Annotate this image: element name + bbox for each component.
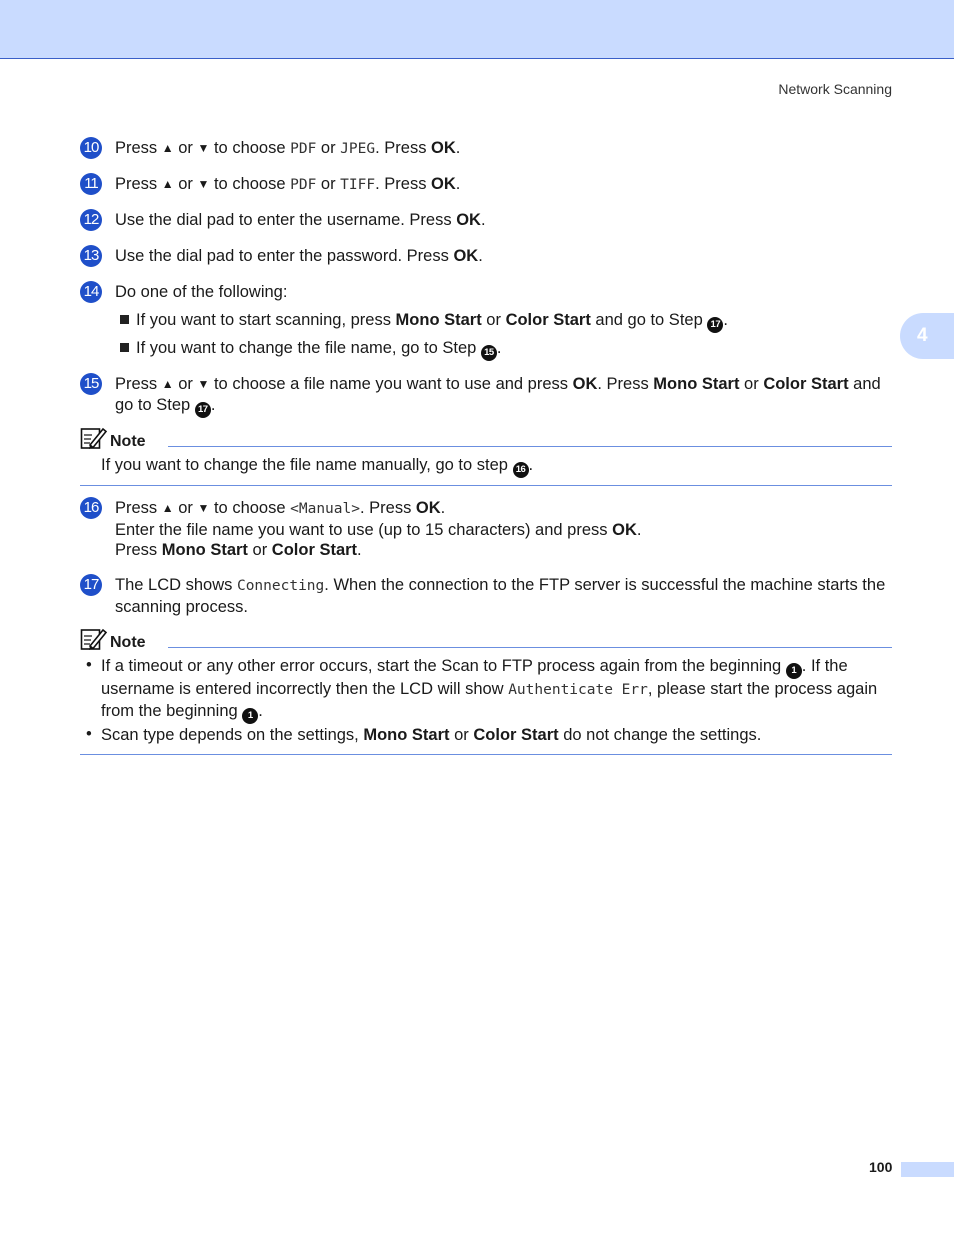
step-number: 10 bbox=[80, 137, 102, 159]
step-10 bbox=[80, 138, 892, 160]
step-number: 16 bbox=[80, 497, 102, 519]
note-pencil-icon bbox=[80, 627, 107, 651]
bullet-dot: • bbox=[86, 656, 92, 674]
down-arrow-icon: ▼ bbox=[197, 377, 210, 391]
bullet-dot: • bbox=[86, 725, 92, 743]
page-number: 100 bbox=[869, 1159, 893, 1175]
square-bullet-icon bbox=[120, 343, 129, 352]
step-ref-badge: 1 bbox=[786, 663, 802, 679]
header-band bbox=[0, 0, 954, 59]
sub-item: If you want to change the file name, go to Step 15 . bbox=[120, 338, 501, 361]
step-ref-badge: 15 bbox=[481, 345, 497, 361]
down-arrow-icon: ▼ bbox=[197, 141, 210, 155]
note-rule-top bbox=[168, 647, 892, 648]
note-rule-top bbox=[168, 446, 892, 447]
step-ref-badge: 1 bbox=[242, 708, 258, 724]
step-12 bbox=[80, 210, 892, 231]
note-heading bbox=[80, 627, 146, 651]
running-header: Network Scanning bbox=[778, 81, 892, 97]
step-number: 17 bbox=[80, 574, 102, 596]
step-number: 14 bbox=[80, 281, 102, 303]
chapter-number: 4 bbox=[917, 325, 928, 346]
step-text: Press ▲ or ▼ to choose PDF or JPEG. Press OK. bbox=[115, 139, 461, 157]
note-text: If you want to change the file name manually, go to step 16 . bbox=[101, 455, 891, 478]
step-text: Press ▲ or ▼ to choose PDF or TIFF. Press OK. bbox=[115, 175, 461, 193]
step-16 bbox=[80, 498, 892, 561]
step-15 bbox=[80, 374, 892, 418]
step-text: Do one of the following: bbox=[115, 283, 288, 301]
step-number: 12 bbox=[80, 209, 102, 231]
up-arrow-icon: ▲ bbox=[161, 177, 174, 191]
step-text: Press ▲ or ▼ to choose <Manual>. Press OK. Enter the file name you want to use (up to 15 characters) and press OK. Press Mono Start or Color Start. bbox=[115, 499, 642, 559]
up-arrow-icon: ▲ bbox=[161, 141, 174, 155]
step-number: 11 bbox=[80, 173, 102, 195]
down-arrow-icon: ▼ bbox=[197, 501, 210, 515]
step-13 bbox=[80, 246, 892, 267]
step-text: Press ▲ or ▼ to choose a file name you want to use and press OK. Press Mono Start or Color Start and go to Step 17 . bbox=[115, 374, 892, 418]
note-heading bbox=[80, 426, 146, 450]
note-pencil-icon bbox=[80, 426, 107, 450]
footer-band bbox=[901, 1162, 954, 1177]
note-bullet-text: Scan type depends on the settings, Mono Start or Color Start do not change the settings. bbox=[101, 726, 762, 744]
step-14 bbox=[80, 282, 892, 303]
step-17 bbox=[80, 575, 892, 617]
step-number: 13 bbox=[80, 245, 102, 267]
step-text: The LCD shows Connecting. When the connection to the FTP server is successful the machine starts the scanning process. bbox=[115, 576, 886, 616]
square-bullet-icon bbox=[120, 315, 129, 324]
down-arrow-icon: ▼ bbox=[197, 177, 210, 191]
note-rule-bottom bbox=[80, 754, 892, 755]
step-ref-badge: 16 bbox=[513, 462, 529, 478]
note-label: Note bbox=[110, 433, 146, 450]
up-arrow-icon: ▲ bbox=[161, 501, 174, 515]
step-ref-badge: 17 bbox=[707, 317, 723, 333]
step-ref-badge: 17 bbox=[195, 402, 211, 418]
up-arrow-icon: ▲ bbox=[161, 377, 174, 391]
sub-item: If you want to start scanning, press Mono Start or Color Start and go to Step 17 . bbox=[120, 310, 728, 333]
note-rule-bottom bbox=[80, 485, 892, 486]
step-11 bbox=[80, 174, 892, 196]
chapter-tab[interactable] bbox=[900, 313, 954, 359]
step-text: Use the dial pad to enter the username. Press OK. bbox=[115, 211, 486, 229]
note-bullet-text: If a timeout or any other error occurs, start the Scan to FTP process again from the beginning 1 . If the username is entered incorrectly then the LCD will show Authenticate Err, please start the process again from the beginning 1 . bbox=[101, 656, 891, 724]
step-text: Use the dial pad to enter the password. Press OK. bbox=[115, 247, 483, 265]
step-number: 15 bbox=[80, 373, 102, 395]
note-label: Note bbox=[110, 634, 146, 651]
